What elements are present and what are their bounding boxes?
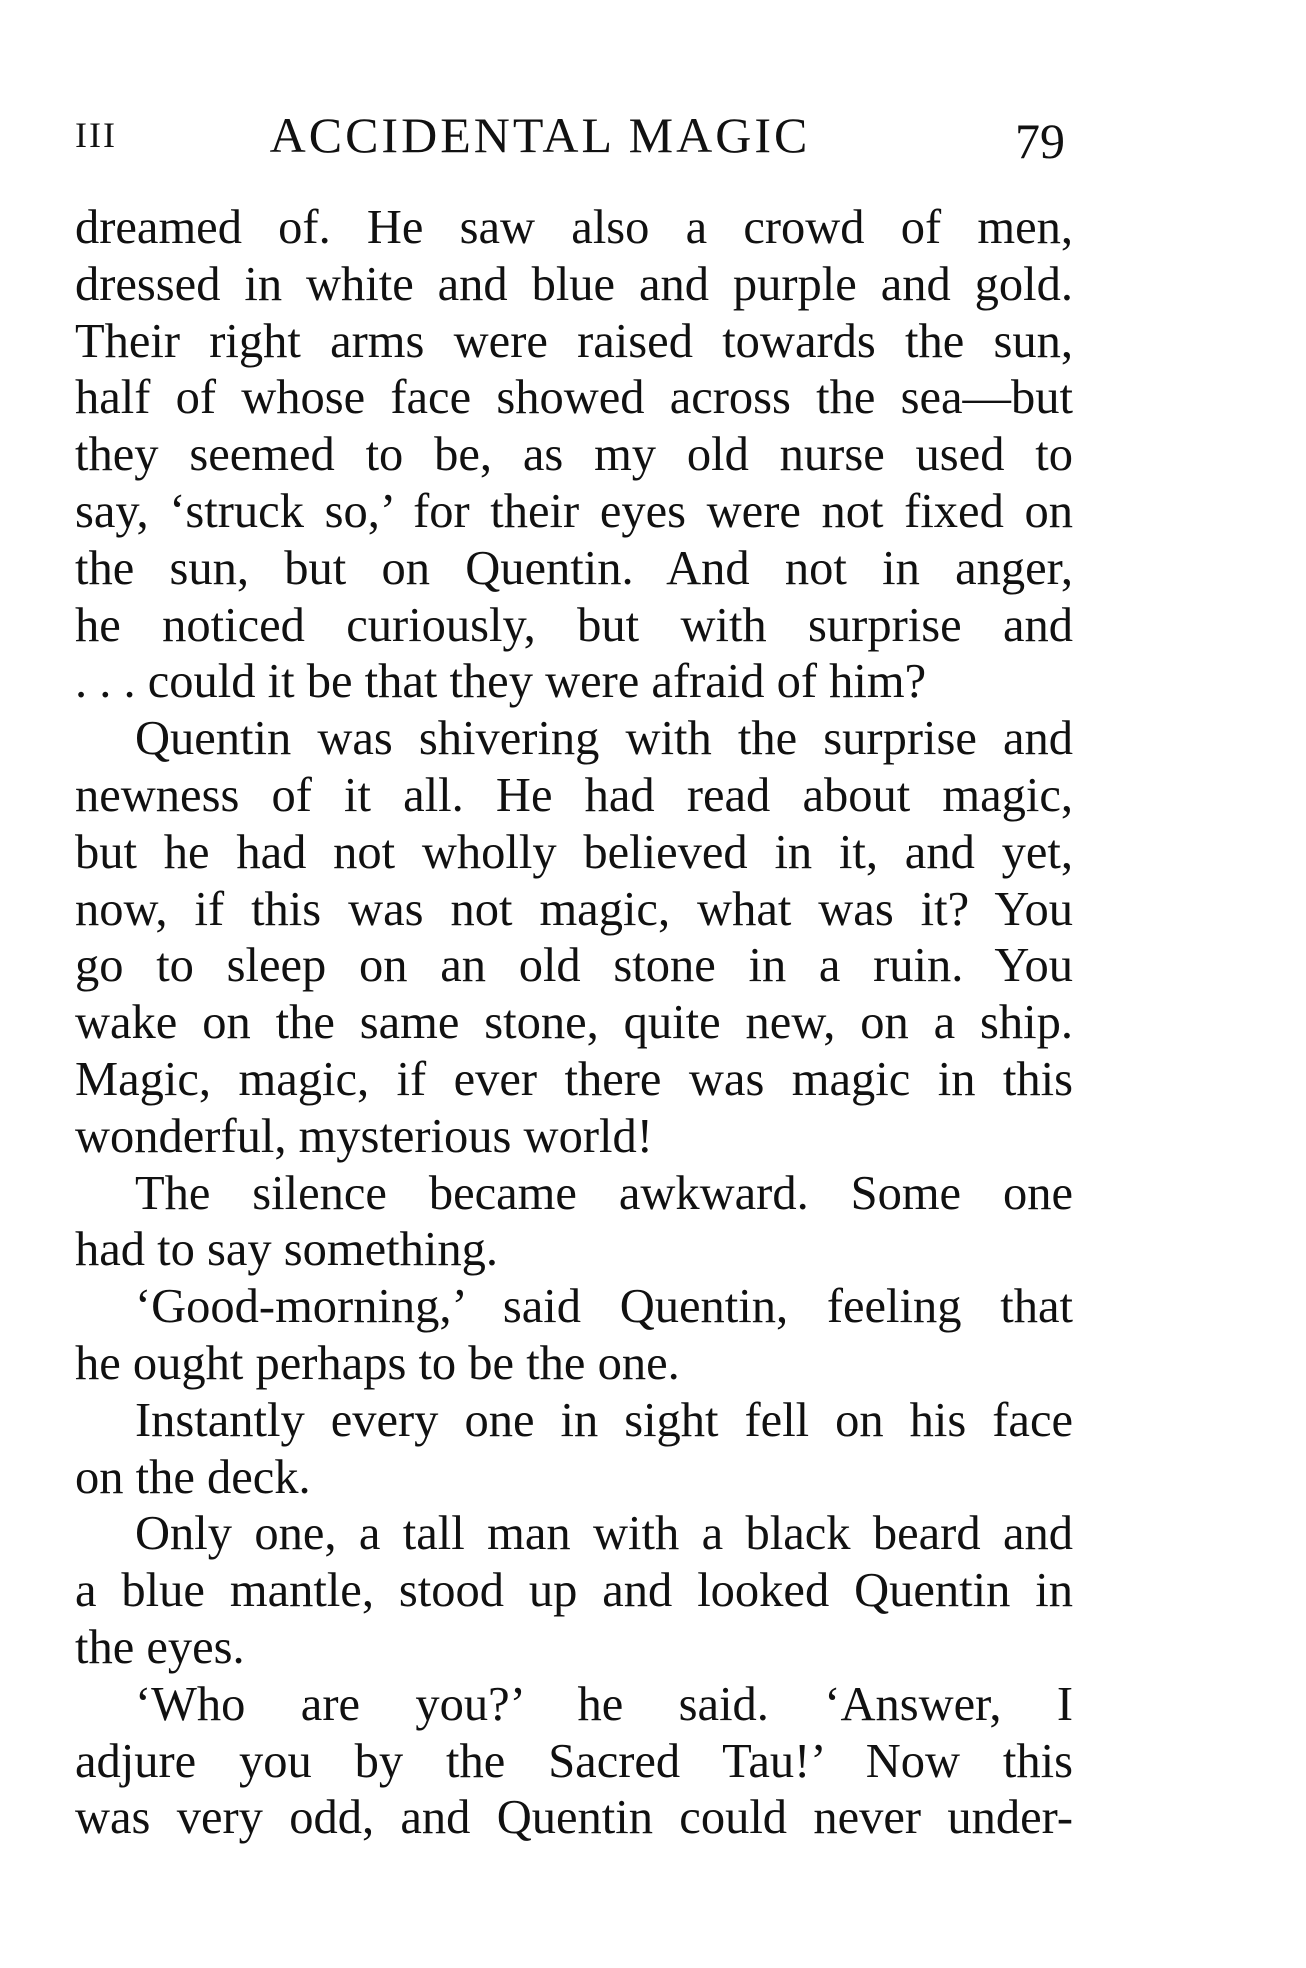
text-line: Only one, a tall man with a black beard and [135,1507,1073,1561]
text-line: ‘Who are you?’ he said. ‘Answer, I [135,1677,1073,1731]
text-line: Instantly every one in sight fell on his face [135,1393,1073,1447]
text-line: he noticed curiously, but with surprise and [75,598,1073,652]
text-line: had to say something. [75,1223,498,1277]
text-line: wonderful, mysterious world! [75,1109,653,1163]
text-line: newness of it all. He had read about magic, [75,768,1073,822]
text-line: dressed in white and blue and purple and gold. [75,257,1073,311]
text-line: go to sleep on an old stone in a ruin. You [75,939,1073,993]
running-header [75,100,1065,170]
text-line: on the deck. [75,1450,311,1504]
text-line: say, ‘struck so,’ for their eyes were not fixed on [75,484,1073,538]
text-line: they seemed to be, as my old nurse used to [75,428,1073,482]
text-line: adjure you by the Sacred Tau!’ Now this [75,1734,1073,1788]
text-line: Magic, magic, if ever there was magic in this [75,1052,1073,1106]
text-line: he ought perhaps to be the one. [75,1336,680,1390]
text-line: a blue mantle, stood up and looked Quentin in [75,1564,1073,1618]
text-line: the eyes. [75,1620,245,1674]
chapter-number: III [75,115,117,155]
text-line: the sun, but on Quentin. And not in anger, [75,541,1073,595]
body-text [75,200,1073,1847]
text-line: Their right arms were raised towards the sun, [75,314,1073,368]
page-number: 79 [1015,113,1065,169]
text-line: now, if this was not magic, what was it? You [75,882,1073,936]
text-line: Quentin was shivering with the surprise and [135,712,1073,766]
text-line: wake on the same stone, quite new, on a ship. [75,996,1073,1050]
text-line: dreamed of. He saw also a crowd of men, [75,201,1073,254]
text-line: half of whose face showed across the sea—but [75,371,1073,425]
text-line: The silence became awkward. Some one [135,1166,1073,1220]
running-title: ACCIDENTAL MAGIC [269,107,811,163]
text-line: ‘Good-morning,’ said Quentin, feeling that [135,1280,1073,1334]
text-line: was very odd, and Quentin could never under- [75,1791,1073,1845]
text-line: but he had not wholly believed in it, and yet, [75,825,1073,879]
text-line: . . . could it be that they were afraid of him? [75,655,927,709]
